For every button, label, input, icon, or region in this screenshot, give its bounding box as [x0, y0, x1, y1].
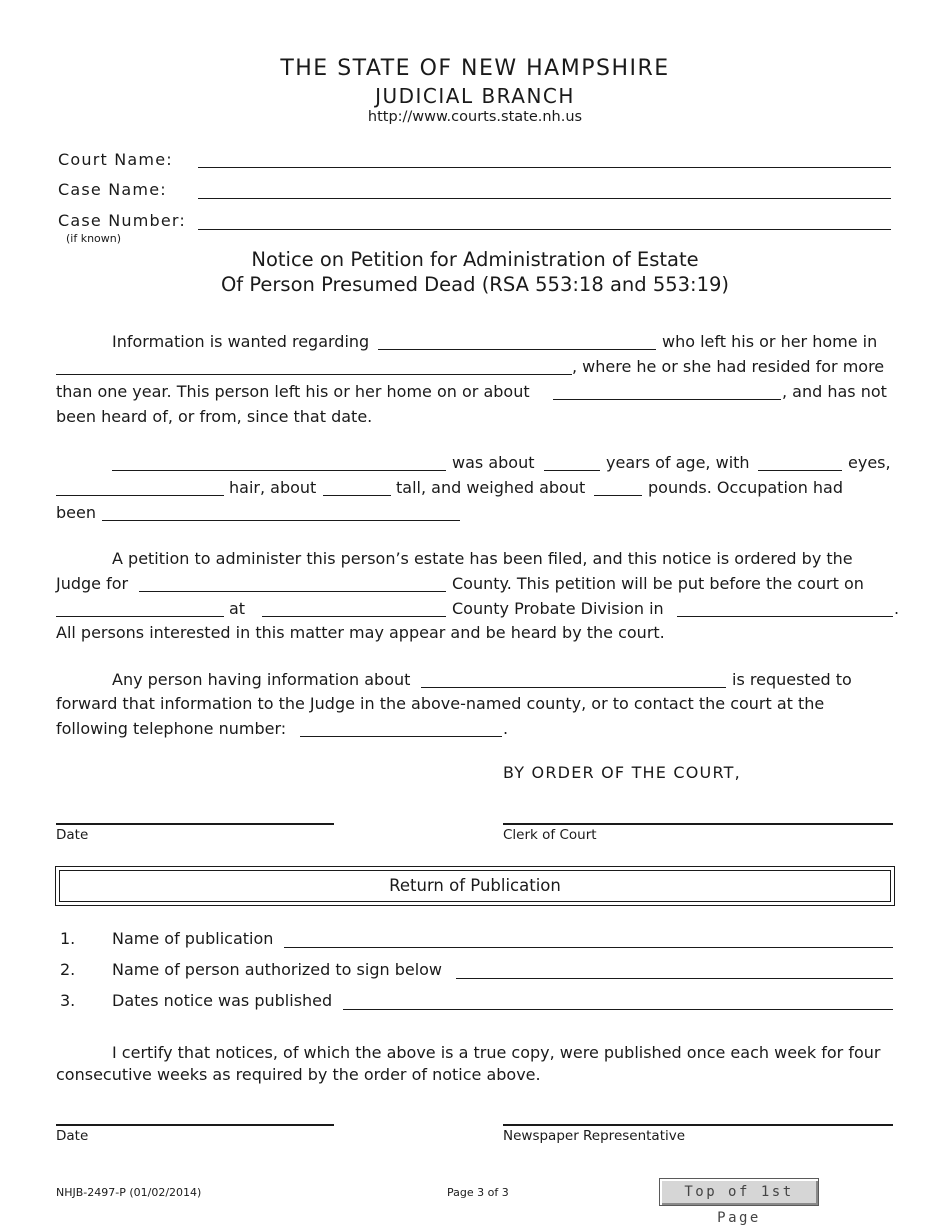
authorized-person-field[interactable] — [456, 978, 893, 979]
p2-text-g: been — [56, 503, 96, 522]
top-of-first-page-button[interactable]: Top of 1st Page — [659, 1178, 819, 1206]
p2-text-a: was about — [452, 453, 535, 472]
p1-text-e: , and has not — [782, 382, 887, 401]
eye-color-field[interactable] — [758, 470, 842, 471]
weight-field[interactable] — [594, 495, 642, 496]
p4-text-d: following telephone number: — [56, 719, 287, 738]
pub-item-2-label: Name of person authorized to sign below — [112, 960, 443, 979]
pub-item-3-label: Dates notice was published — [112, 991, 333, 1010]
case-name-label: Case Name: — [58, 180, 167, 199]
certify-line1: I certify that notices, of which the above is a true copy, were published once each week for four — [112, 1043, 881, 1062]
pub-item-3-num: 3. — [60, 991, 76, 1010]
publication-date-label: Date — [56, 1128, 89, 1144]
by-order-text: BY ORDER OF THE COURT, — [503, 763, 741, 782]
home-location-field[interactable] — [56, 374, 572, 375]
description-name-field[interactable] — [112, 470, 446, 471]
p4-text-c: forward that information to the Judge in the above-named county, or to contact the court at the — [56, 694, 825, 713]
clerk-label: Clerk of Court — [503, 827, 597, 843]
age-field[interactable] — [544, 470, 600, 471]
p4-text-e: . — [503, 719, 509, 738]
newspaper-signature-field[interactable] — [503, 1124, 893, 1126]
pub-item-1-label: Name of publication — [112, 929, 274, 948]
publication-name-field[interactable] — [284, 947, 893, 948]
occupation-field[interactable] — [102, 520, 460, 521]
form-id: NHJB-2497-P (01/02/2014) — [56, 1186, 202, 1199]
hearing-date-field[interactable] — [56, 616, 224, 617]
p4-text-b: is requested to — [732, 670, 852, 689]
notice-title-line1: Notice on Petition for Administration of Estate — [251, 248, 699, 271]
published-dates-field[interactable] — [343, 1009, 893, 1010]
p1-text-d: than one year. This person left his or her home on or about — [56, 382, 530, 401]
pub-item-1-num: 1. — [60, 929, 76, 948]
publication-heading: Return of Publication — [59, 870, 891, 902]
branch-title: JUDICIAL BRANCH — [375, 84, 575, 108]
court-name-label: Court Name: — [58, 150, 173, 169]
order-date-field[interactable] — [56, 823, 334, 825]
p1-text-b: who left his or her home in — [662, 332, 878, 351]
hearing-time-field[interactable] — [262, 616, 446, 617]
if-known-note: (if known) — [66, 232, 122, 245]
county-field[interactable] — [139, 591, 446, 592]
order-date-label: Date — [56, 827, 89, 843]
clerk-signature-field[interactable] — [503, 823, 893, 825]
state-title: THE STATE OF NEW HAMPSHIRE — [280, 56, 670, 81]
publication-date-field[interactable] — [56, 1124, 334, 1126]
p2-text-b: years of age, with — [606, 453, 750, 472]
p3-text-d: at — [229, 599, 246, 618]
hair-color-field[interactable] — [56, 495, 224, 496]
p2-text-c: eyes, — [848, 453, 891, 472]
probate-location-field[interactable] — [677, 616, 893, 617]
page-number: Page 3 of 3 — [447, 1186, 509, 1199]
left-home-date-field[interactable] — [553, 399, 781, 400]
certify-line2: consecutive weeks as required by the order of notice above. — [56, 1065, 541, 1084]
p3-text-g: All persons interested in this matter may appear and be heard by the court. — [56, 623, 665, 642]
p2-text-e: tall, and weighed about — [396, 478, 586, 497]
information-about-field[interactable] — [421, 687, 726, 688]
p1-text-a: Information is wanted regarding — [112, 332, 370, 351]
p2-text-f: pounds. Occupation had — [648, 478, 844, 497]
p3-text-f: . — [894, 599, 900, 618]
p2-text-d: hair, about — [229, 478, 317, 497]
telephone-field[interactable] — [300, 736, 502, 737]
newspaper-label: Newspaper Representative — [503, 1128, 686, 1144]
p3-text-b: Judge for — [56, 574, 129, 593]
pub-item-2-num: 2. — [60, 960, 76, 979]
court-name-field[interactable] — [198, 167, 891, 168]
p3-text-e: County Probate Division in — [452, 599, 664, 618]
person-name-field[interactable] — [378, 349, 656, 350]
case-number-field[interactable] — [198, 229, 891, 230]
p3-text-a: A petition to administer this person’s estate has been filed, and this notice is ordered by the — [112, 549, 853, 568]
case-number-label: Case Number: — [58, 211, 187, 230]
p1-text-f: been heard of, or from, since that date. — [56, 407, 373, 426]
case-name-field[interactable] — [198, 198, 891, 199]
p3-text-c: County. This petition will be put before the court on — [452, 574, 864, 593]
publication-heading-box — [55, 866, 895, 906]
height-field[interactable] — [323, 495, 391, 496]
notice-title-line2: Of Person Presumed Dead (RSA 553:18 and 553:19) — [220, 273, 730, 296]
p4-text-a: Any person having information about — [112, 670, 411, 689]
court-url: http://www.courts.state.nh.us — [367, 109, 583, 125]
p1-text-c: , where he or she had resided for more — [572, 357, 885, 376]
